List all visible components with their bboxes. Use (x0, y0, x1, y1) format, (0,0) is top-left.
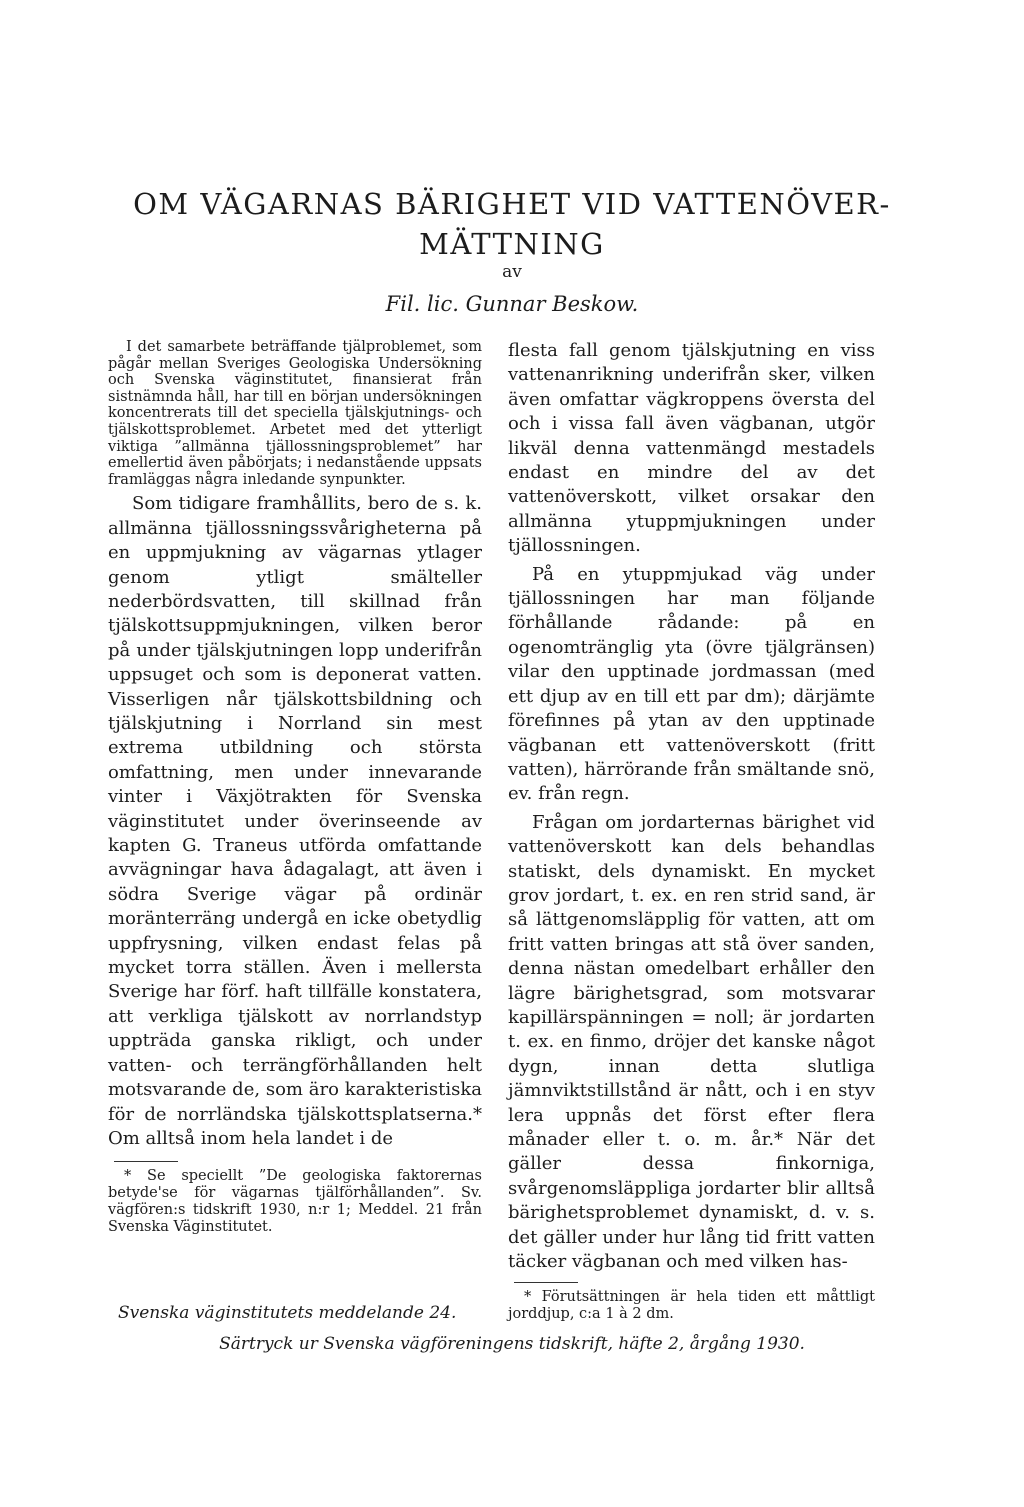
offprint-note: Särtryck ur Svenska vägföreningens tidskrift, häfte 2, årgång 1930. (219, 1334, 805, 1354)
footnote-right: * Förutsättningen är hela tiden ett måttligt jorddjup, c:a 1 à 2 dm. (508, 1289, 875, 1323)
body-paragraph-left: Som tidigare framhållits, bero de s. k. allmänna tjällossningssvårigheterna på en uppmjukning av vägarnas ytlager genom ytligt smältеller nederbördsvatten, till skillnad från tjälskottsuppmjukningen, vilken beror på under tjälskjutningen lopp underifrån uppsuget och som is deponerat vatten. Visserligen når tjälskottsbildning och tjälskjutning i Norrland sin mest extrema utbildning och största omfattning, men under innevarande vinter i Växjötrakten för Svenska väginstitutet under överinseende av kapten G. Traneus utförda omfattande avvägningar hava ådagalagt, att även i södra Sverige vägar på ordinär moränterräng undergå en icke obetydlig uppfrysning, vilken endast felas på mycket torra ställen. Även i mellersta Sverige har förf. haft tillfälle konstatera, att verkliga tjälskott av norrlandstyp uppträda ganska rikligt, och under vatten- och terrängförhållanden helt motsvarande de, som äro karakteristiska för de norrländska tjälskottsplatserna.* Om alltså inom hela landet i de (108, 493, 482, 1149)
footnote-rule (114, 1161, 178, 1162)
body-paragraph-right-2: På en ytuppmjukad väg under tjällossningen har man följande förhållande rådande: på en ogenomtränglig yta (övre tjälgränsen) vilar den upptinade jordmassan (med ett djup av en till ett par dm); därjämte förefinnes på ytan av den upptinade vägbanan ett vattenöverskott (fritt vatten), härrörande från smältande snö, ev. från regn. (508, 563, 875, 805)
intro-paragraph: I det samarbete beträffande tjälproblemet, som pågår mellan Sveriges Geologiska Undersökning och Svenska väginstitutet, finansierat från sistnämnda håll, har till en början undersökningen koncentrerats till det speciella tjälskjutnings- och tjälskottsproblemet. Arbetet med det ytterligt viktiga ”allmänna tjällossningsproblemet” har emellertid även påbörjats; i nedanstående uppsats framläggas några inledande synpunkter. (108, 339, 482, 488)
right-column (508, 339, 875, 1323)
body-paragraph-right-1: flesta fall genom tjälskjutning en viss vattenanrikning underifrån sker, vilken även omfattar vägkroppens översta del och i vissa fall även vägbanan, utgör likväl denna vattenmängd mestadels endast en mindre del av det vattenöverskott, vilket orsakar den allmänna ytuppmjukningen under tjällossningen. (508, 340, 875, 557)
article-title: OM VÄGARNAS BÄRIGHET VID VATTENÖVER- MÄTTNING (133, 187, 891, 261)
series-note: Svenska väginstitutets meddelande 24. (118, 1303, 457, 1323)
footnote-rule-right (514, 1282, 578, 1283)
author-name: Fil. lic. Gunnar Beskow. (385, 292, 639, 316)
byline-av: av (502, 262, 522, 282)
footnote-left: * Se speciellt ”De geologiska faktorernas betyde'se för vägarnas tjälförhållanden”. Sv. vägfören:s tidskrift 1930, n:r 1; Meddel. 21 från Svenska Väginstitutet. (108, 1168, 482, 1235)
body-paragraph-right-3: Frågan om jordarternas bärighet vid vattenöverskott kan dels behandlas statiskt, dels dynamiskt. En mycket grov jordart, t. ex. en ren strid sand, är så lättgenomsläpplig för vatten, att om fritt vatten bringas att stå över sanden, denna nästan omedelbart erhåller den lägre bärighetsgrad, som motsvarar kapillärspänningen = noll; är jordarten t. ex. en finmo, dröjer det kanske något dygn, innan detta slutliga jämnviktstillstånd är nått, och i en styv lera uppnås det först efter flera månader eller t. o. m. år.* När det gäller dessa finkorniga, svårgenomsläppliga jordarter blir alltså bärighetsproblemet dynamiskt, d. v. s. det gäller under hur lång tid fritt vatten täcker vägbanan och med vilken has- (508, 811, 875, 1273)
left-column (108, 339, 482, 1236)
